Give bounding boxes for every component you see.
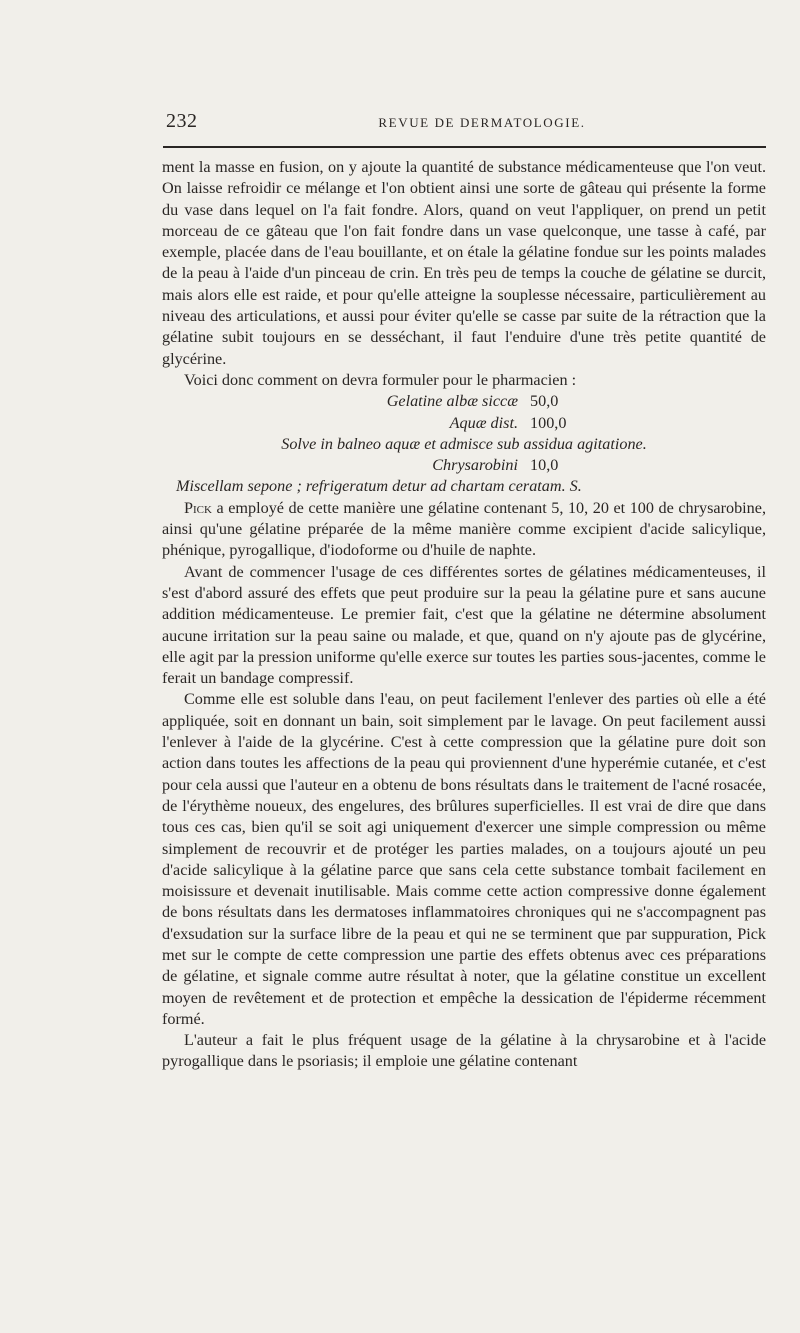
page-header [163, 110, 765, 140]
formula-line-gelatine [162, 391, 766, 412]
paragraph-formula-intro: Voici donc comment on devra formuler pour le pharmacien : [184, 370, 577, 389]
formula-ingredient: Aquæ dist. [449, 413, 518, 432]
formula-ingredient: Gelatine albæ siccæ [386, 392, 518, 411]
author-name: Pick [184, 498, 212, 517]
formula-signature: Miscellam sepone ; refrigeratum detur ad chartam ceratam. S. [176, 477, 582, 496]
paragraph-solubility: Comme elle est soluble dans l'eau, on peut facilement l'enlever des parties où elle a été appliquée, soit en donnant un bain, soit simplement par le lavage. On peut facilement aussi l'enlever à l'aide de la glycérine. C'est à cette compression que la gélatine pure doit son action dans toutes les affections de la peau qui proviennent d'une hyperémie cutanée, et c'est pour cela aussi que l'auteur en a obtenu de bons résultats dans le traitement de l'acné rosacée, de l'érythème noueux, des engelures, des brûlures superficielles. Il est vrai de dire que dans tous ces cas, bien qu'il se soit agi uniquement d'exercer une simple compression ou même simplement de recouvrir et de protéger les parties malades, on a toujours ajouté un peu d'acide salicylique à la gélatine parce que sans cela cette substance tombait facilement en moisissure et devenait inutilisable. Mais comme cette action compressive donne également de bons résultats dans les dermatoses inflammatoires chroniques qui ne s'accompagnent pas d'exsudation sur la surface libre de la peau et qui ne se terminent que par suppuration, Pick met sur le compte de cette compression une partie des effets obtenus avec ces préparations de gélatine, et signale comme autre résultat à noter, que la gélatine constitue un excellent moyen de revêtement et de protection et empêche la dessication de l'épiderme récemment formé. [162, 690, 766, 1028]
header-rule [163, 146, 766, 148]
formula-line-aqua [162, 413, 766, 434]
paragraph-effects: Avant de commencer l'usage de ces différentes sortes de gélatines médicamenteuses, il s'est d'abord assuré des effets que peut produire sur la peau la gélatine pure et sans aucune addition médicamenteuse. Le premier fait, c'est que la gélatine ne détermine absolument aucune irritation sur la peau saine ou malade, et que, quand on n'y ajoute pas de glycérine, elle agit par la pression uniforme qu'elle exerce sur toutes les parties sous-jacentes, comme le ferait un bandage compressif. [162, 562, 766, 688]
formula-quantity: 100,0 [530, 413, 567, 432]
body-text [162, 157, 766, 1073]
paragraph-pick-text: a employé de cette manière une gélatine contenant 5, 10, 20 et 100 de chrysarobine, ainsi qu'une gélatine préparée de la même manière comme excipient d'acide salicylique, phénique, pyrogallique, d'iodoforme ou d'huile de naphte. [162, 498, 766, 560]
page-number: 232 [166, 110, 198, 132]
formula-quantity: 50,0 [530, 392, 559, 411]
formula-quantity: 10,0 [530, 456, 559, 475]
prescription-formula [162, 391, 766, 497]
formula-instruction: Solve in balneo aquæ et admisce sub assidua agitatione. [281, 434, 647, 453]
paragraph-psoriasis: L'auteur a fait le plus fréquent usage de la gélatine à la chrysarobine et à l'acide pyrogallique dans le psoriasis; il emploie une gélatine contenant [162, 1031, 766, 1071]
formula-line-chrysarobine [162, 455, 766, 476]
running-title: REVUE DE DERMATOLOGIE. [378, 115, 586, 130]
paragraph-pick [162, 498, 766, 562]
paragraph-continuation: ment la masse en fusion, on y ajoute la quantité de substance médicamenteuse que l'on veut. On laisse refroidir ce mélange et l'on obtient ainsi une sorte de gâteau qui présente la forme du vase dans lequel on l'a fait fondre. Alors, quand on veut l'appliquer, on prend un petit morceau de ce gâteau que l'on fait fondre dans un vase quelconque, une tasse à café, par exemple, placée dans de l'eau bouillante, et on étale la gélatine fondue sur les points malades de la peau à l'aide d'un pinceau de crin. En très peu de temps la couche de gélatine se durcit, mais alors elle est raide, et pour qu'elle atteigne la souplesse nécessaire, particulièrement au niveau des articulations, et aussi pour éviter qu'elle se casse par suite de la rétraction que la gélatine subit toujours en se desséchant, il faut l'enduire d'une très petite quantité de glycérine. [162, 158, 766, 368]
formula-ingredient: Chrysarobini [432, 456, 518, 475]
